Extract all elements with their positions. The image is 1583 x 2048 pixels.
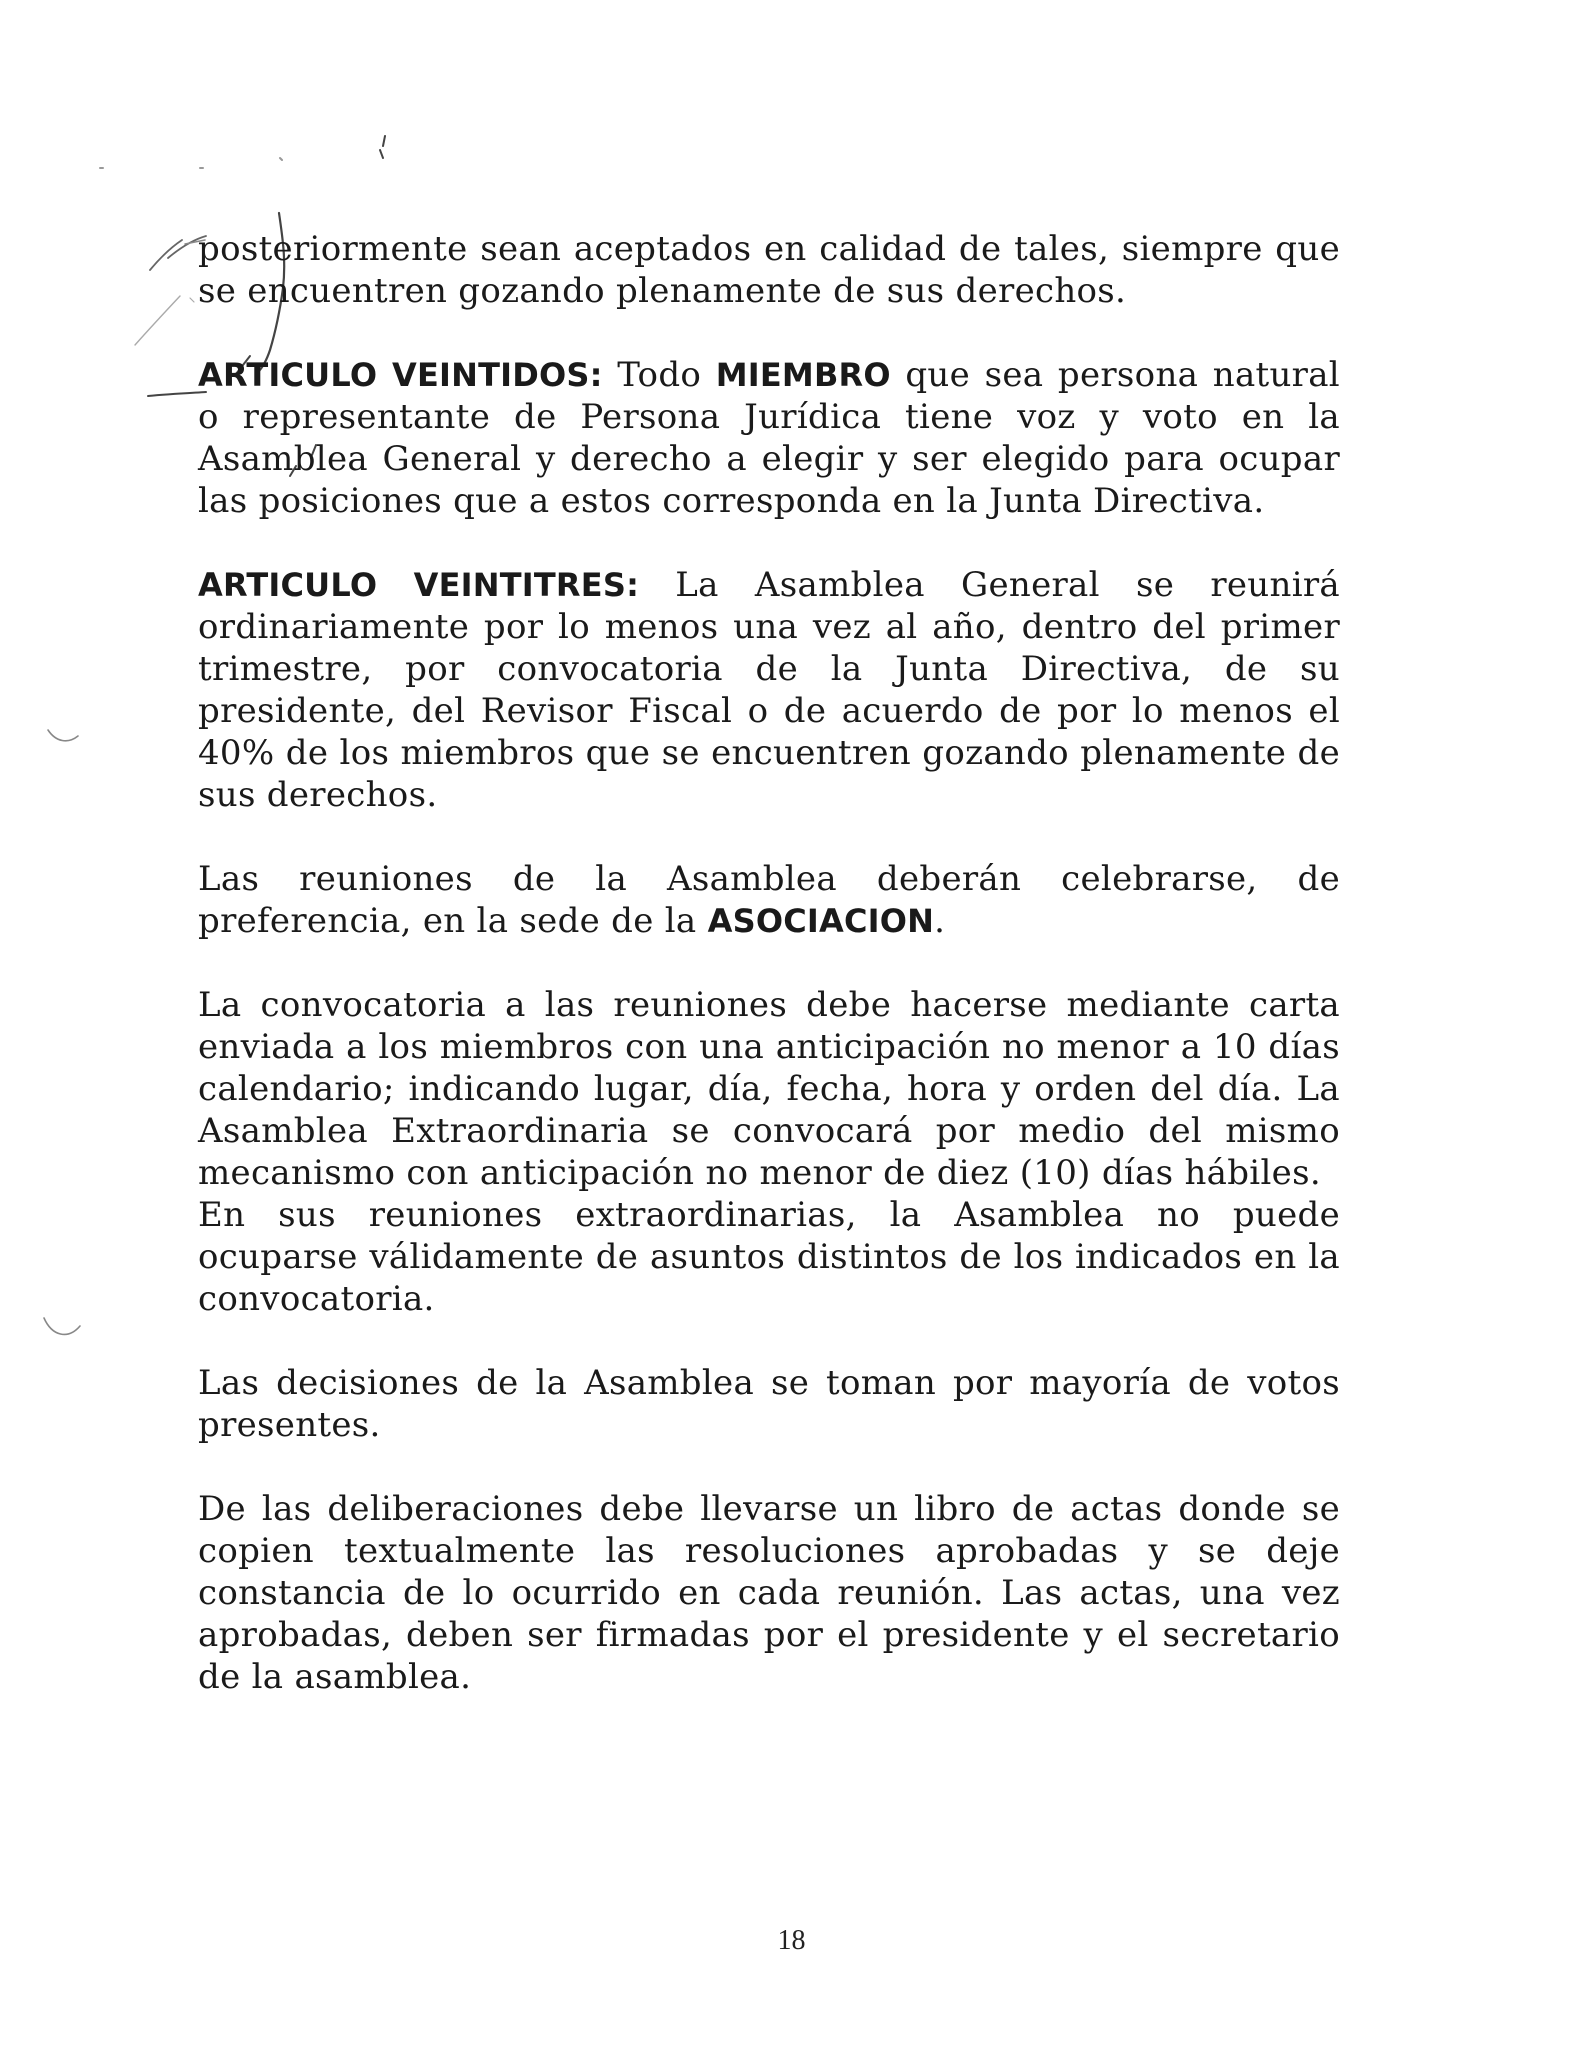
bold-term: ASOCIACION: [707, 902, 935, 940]
paragraph-gap: [198, 1446, 1340, 1488]
article-heading: ARTICULO VEINTITRES:: [198, 566, 640, 604]
paragraph-text: .: [934, 901, 946, 941]
paragraph-text: La Asamblea General se reunirá ordinariamente por lo menos una vez al año, dentro del primer trimestre, por convocatoria de la Junta Directiva, de su presidente, del Revisor Fiscal o de acuerdo de por lo menos el 40% de los miembros que se encuentren gozando plenamente de sus derechos.: [198, 565, 1341, 815]
paragraph-gap: [198, 522, 1340, 564]
paragraph-actas: De las deliberaciones debe llevarse un libro de actas donde se copien textualmente las resoluciones aprobadas y se deje constancia de lo ocurrido en cada reunión. Las actas, una vez aprobadas, deben ser firmadas por el presidente y el secretario de la asamblea.: [198, 1489, 1340, 1697]
paragraph-gap: [198, 312, 1340, 354]
paragraph-decisiones: Las decisiones de la Asamblea se toman por mayoría de votos presentes.: [198, 1363, 1340, 1445]
document-body: [198, 228, 1340, 1698]
paragraph-text: que sea persona natural o representante de Persona Jurídica tiene voz y voto en la Asamblea General y derecho a elegir y ser elegido para ocupar las posiciones que a estos corresponda en la Junta Directiva.: [198, 355, 1340, 521]
paragraph-text: Todo: [602, 355, 716, 395]
paragraph-articulo-veintidos: [198, 354, 1340, 522]
paragraph-gap: [198, 942, 1340, 984]
paragraph-articulo-veintitres: [198, 564, 1340, 816]
page-number: 18: [777, 1925, 806, 1956]
paragraph-continuation: posteriormente sean aceptados en calidad de tales, siempre que se encuentren gozando plenamente de sus derechos.: [198, 229, 1340, 311]
paragraph-gap: [198, 1320, 1340, 1362]
paragraph-convocatoria: La convocatoria a las reuniones debe hacerse mediante carta enviada a los miembros con una anticipación no menor a 10 días calendario; indicando lugar, día, fecha, hora y orden del día. La Asamblea Extraordinaria se convocará por medio del mismo mecanismo con anticipación no menor de diez (10) días hábiles.: [198, 985, 1340, 1193]
paragraph-gap: [198, 816, 1340, 858]
paragraph-sede: [198, 858, 1340, 942]
bold-term: MIEMBRO: [715, 356, 891, 394]
paragraph-text: Las reuniones de la Asamblea deberán celebrarse, de preferencia, en la sede de la: [198, 859, 1340, 941]
paragraph-extraordinarias: En sus reuniones extraordinarias, la Asamblea no puede ocuparse válidamente de asuntos distintos de los indicados en la convocatoria.: [198, 1195, 1340, 1319]
article-heading: ARTICULO VEINTIDOS:: [198, 356, 603, 394]
